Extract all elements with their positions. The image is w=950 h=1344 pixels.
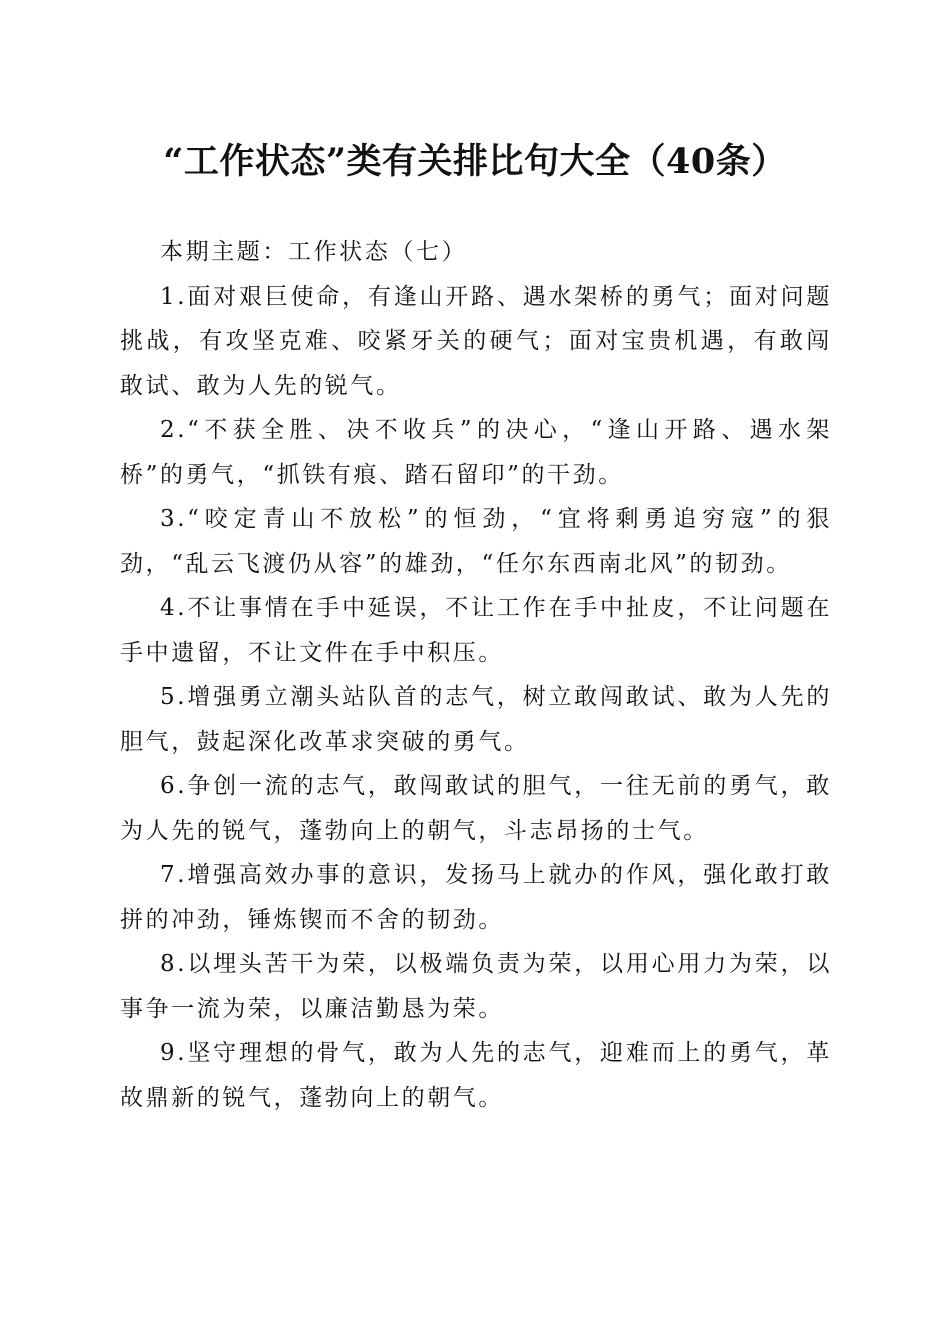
paragraph-3: 3.“咬定青山不放松”的恒劲，“宜将剩勇追穷寇”的狠劲，“乱云飞渡仍从容”的雄劲，“任尔东西南北风”的韧劲。 <box>120 506 832 577</box>
paragraph-5: 5.增强勇立潮头站队首的志气，树立敢闯敢试、敢为人先的胆气，鼓起深化改革求突破的勇气。 <box>120 684 832 755</box>
paragraph-8: 8.以埋头苦干为荣，以极端负责为荣，以用心用力为荣，以事争一流为荣，以廉洁勤恳为荣。 <box>120 951 832 1022</box>
paragraph-9: 9.坚守理想的骨气，敢为人先的志气，迎难而上的勇气，革故鼎新的锐气，蓬勃向上的朝气。 <box>120 1040 832 1111</box>
document-title: “工作状态”类有关排比句大全（40条） <box>163 141 787 182</box>
theme-line: 本期主题：工作状态（七） <box>160 239 468 265</box>
paragraph-7: 7.增强高效办事的意识，发扬马上就办的作风，强化敢打敢拼的冲劲，锤炼锲而不舍的韧劲。 <box>120 862 832 933</box>
paragraph-4: 4.不让事情在手中延误，不让工作在手中扯皮，不让问题在手中遗留，不让文件在手中积压。 <box>120 595 832 666</box>
paragraph-2: 2.“不获全胜、决不收兵”的决心，“逢山开路、遇水架桥”的勇气，“抓铁有痕、踏石留印”的干劲。 <box>120 417 832 488</box>
paragraph-6: 6.争创一流的志气，敢闯敢试的胆气，一往无前的勇气，敢为人先的锐气，蓬勃向上的朝气，斗志昂扬的士气。 <box>120 773 832 844</box>
document-body <box>120 230 832 1120</box>
paragraph-1: 1.面对艰巨使命，有逢山开路、遇水架桥的勇气；面对问题挑战，有攻坚克难、咬紧牙关的硬气；面对宝贵机遇，有敢闯敢试、敢为人先的锐气。 <box>120 283 832 399</box>
